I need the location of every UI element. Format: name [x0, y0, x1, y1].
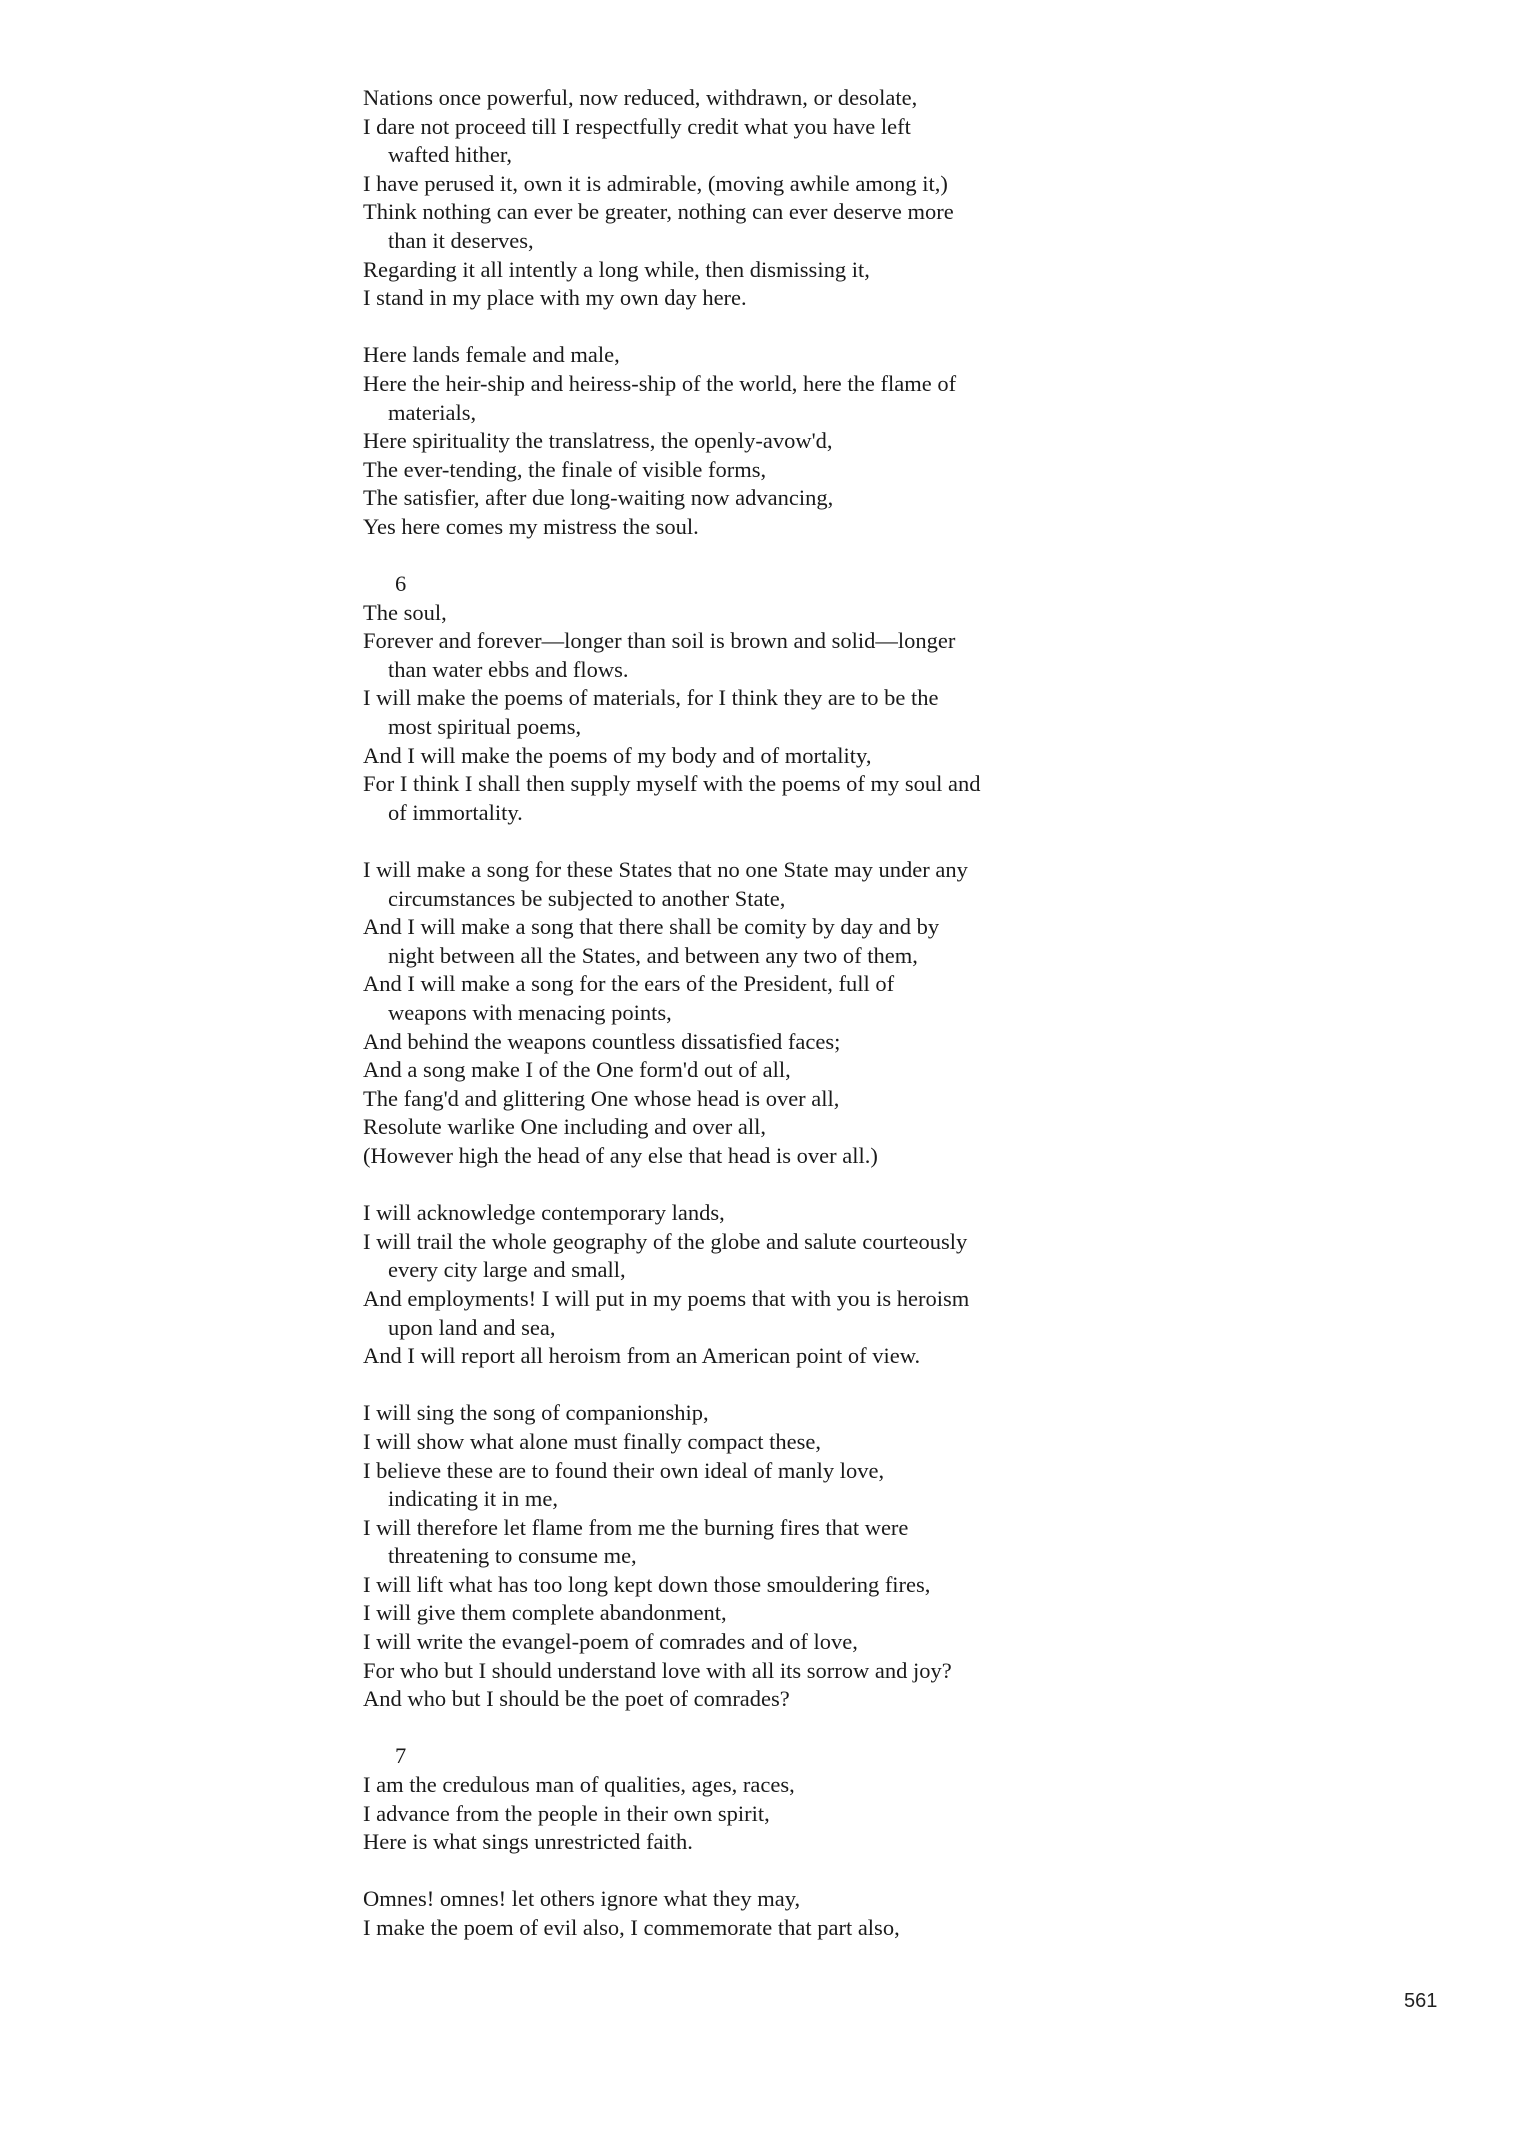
poem-line: I will write the evangel-poem of comrades and of love, [363, 1629, 858, 1655]
poem-line: I will trail the whole geography of the globe and salute courteously [363, 1228, 968, 1254]
poem-line: I have perused it, own it is admirable, (moving awhile among it,) [363, 170, 948, 196]
poem-line: Yes here comes my mistress the soul. [363, 513, 699, 539]
poem-line: I will give them complete abandonment, [363, 1600, 727, 1626]
poem-line: I will show what alone must finally compact these, [363, 1428, 822, 1454]
poem-line-continuation: materials, [388, 399, 477, 425]
stanza-gap [363, 827, 1183, 856]
poem-line: I will therefore let flame from me the burning fires that were [363, 1514, 909, 1540]
poem-line: Regarding it all intently a long while, then dismissing it, [363, 256, 870, 282]
poem-line-continuation: circumstances be subjected to another State, [388, 885, 786, 911]
poem-line: (However high the head of any else that head is over all.) [363, 1142, 878, 1168]
poem-line: I believe these are to found their own ideal of manly love, [363, 1457, 885, 1483]
poem-line: And I will report all heroism from an American point of view. [363, 1343, 921, 1369]
stanza-gap [363, 1714, 1183, 1743]
poem-line-continuation: indicating it in me, [388, 1486, 558, 1512]
poem-line-continuation: wafted hither, [388, 142, 513, 168]
poem-line: I advance from the people in their own spirit, [363, 1800, 770, 1826]
poem-line: Omnes! omnes! let others ignore what they may, [363, 1886, 801, 1912]
stanza-gap [363, 1171, 1183, 1200]
poem-line-continuation: most spiritual poems, [388, 714, 582, 740]
poem-line: I will acknowledge contemporary lands, [363, 1200, 725, 1226]
poem-line: And a song make I of the One form'd out of all, [363, 1057, 791, 1083]
poem-line: The fang'd and glittering One whose head is over all, [363, 1085, 840, 1111]
poem-line: The soul, [363, 599, 447, 625]
poem-line: I will make a song for these States that no one State may under any [363, 857, 968, 883]
stanza-gap [363, 313, 1183, 342]
poem-line-continuation: threatening to consume me, [388, 1543, 637, 1569]
poem-line: I will lift what has too long kept down those smouldering fires, [363, 1571, 931, 1597]
poem-line: I dare not proceed till I respectfully credit what you have left [363, 113, 911, 139]
poem-line: For who but I should understand love with all its sorrow and joy? [363, 1657, 952, 1683]
poem-line-continuation: than it deserves, [388, 227, 534, 253]
poem-line: Here spirituality the translatress, the openly-avow'd, [363, 428, 833, 454]
poem-line: Here lands female and male, [363, 342, 620, 368]
poem-line: And I will make a song for the ears of the President, full of [363, 971, 895, 997]
section-number: 7 [395, 1743, 407, 1769]
poem-line: Nations once powerful, now reduced, withdrawn, or desolate, [363, 85, 918, 110]
stanza-gap [363, 1371, 1183, 1400]
poem-line: Here is what sings unrestricted faith. [363, 1829, 693, 1855]
poem-line: And employments! I will put in my poems that with you is heroism [363, 1285, 970, 1311]
poem-line-continuation: night between all the States, and between any two of them, [388, 942, 918, 968]
poem-line: Think nothing can ever be greater, nothing can ever deserve more [363, 199, 954, 225]
poem-body [363, 84, 1183, 1943]
poem-line-continuation: every city large and small, [388, 1257, 626, 1283]
poem-line: The satisfier, after due long-waiting now advancing, [363, 485, 834, 511]
poem-line: And who but I should be the poet of comrades? [363, 1686, 790, 1712]
section-number: 6 [395, 571, 407, 597]
poem-line: And I will make the poems of my body and of mortality, [363, 742, 872, 768]
stanza-gap [363, 1857, 1183, 1886]
poem-line: The ever-tending, the finale of visible forms, [363, 456, 767, 482]
poem-line-continuation: upon land and sea, [388, 1314, 556, 1340]
poem-line: And behind the weapons countless dissatisfied faces; [363, 1028, 841, 1054]
poem-line: And I will make a song that there shall be comity by day and by [363, 914, 940, 940]
poem-line-continuation: weapons with menacing points, [388, 1000, 672, 1025]
stanza-gap [363, 542, 1183, 571]
page-number: 561 [1404, 1990, 1438, 2012]
poem-line: I make the poem of evil also, I commemorate that part also, [363, 1915, 900, 1940]
poem-line: Here the heir-ship and heiress-ship of the world, here the flame of [363, 370, 957, 396]
poem-line: I will make the poems of materials, for I think they are to be the [363, 685, 939, 711]
poem-line: Forever and forever—longer than soil is brown and solid—longer [363, 628, 956, 654]
poem-line: I stand in my place with my own day here. [363, 285, 747, 311]
poem-line-continuation: of immortality. [388, 799, 523, 825]
poem-line: Resolute warlike One including and over all, [363, 1114, 767, 1140]
poem-line: I am the credulous man of qualities, ages, races, [363, 1772, 795, 1798]
poem-line: For I think I shall then supply myself with the poems of my soul and [363, 771, 981, 797]
poem-line: I will sing the song of companionship, [363, 1400, 709, 1426]
poem-line-continuation: than water ebbs and flows. [388, 656, 629, 682]
